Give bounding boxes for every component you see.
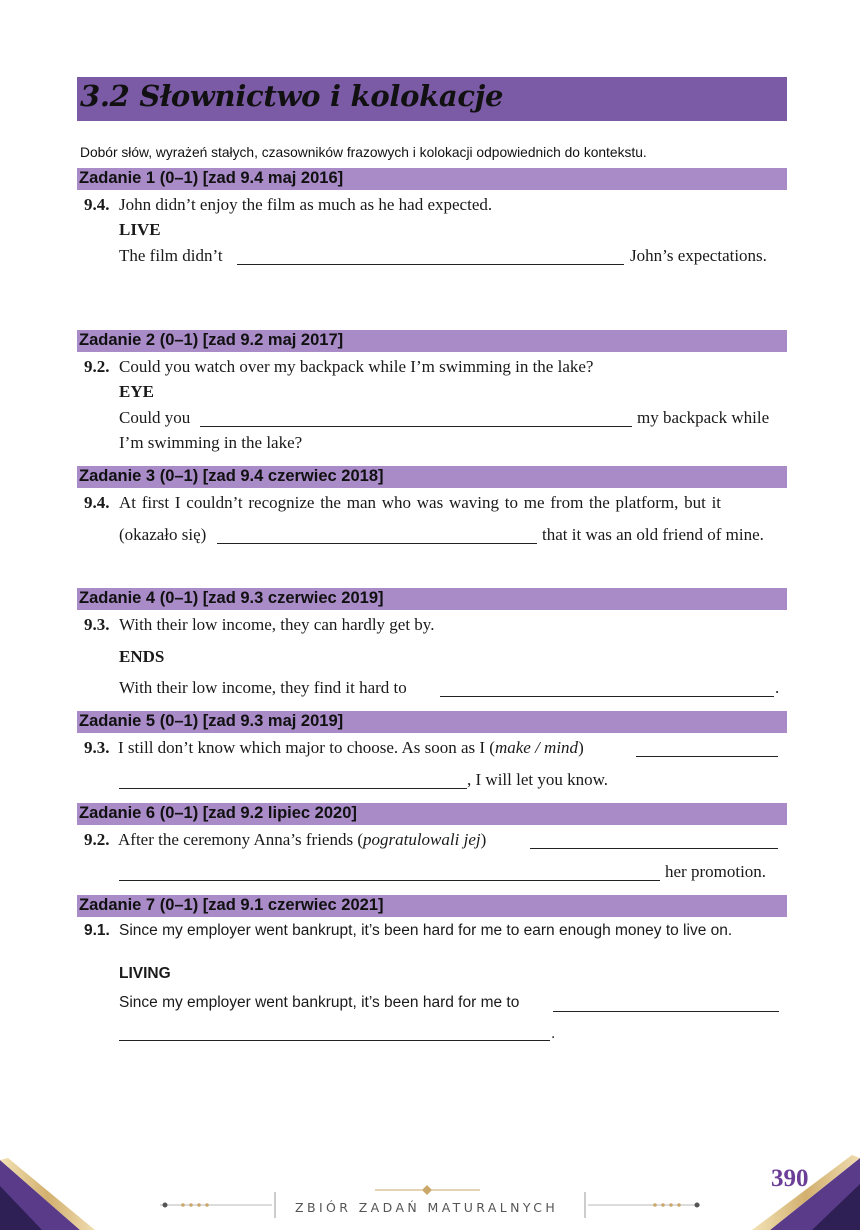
task-7-answer-line-2[interactable] [119,1040,550,1041]
footer-ornament [0,1150,860,1230]
task-2-number: 9.2. [84,357,110,376]
task-3-header-label: Zadanie 3 (0–1) [zad 9.4 czerwiec 2018] [79,467,384,485]
task-1-answer-line[interactable] [237,264,624,265]
intro-text: Dobór słów, wyrażeń stałych, czasowników frazowych i kolokacji odpowiednich do kontekstu. [80,145,647,160]
task-2-keyword: EYE [119,382,154,401]
task-3-before: (okazało się) [119,525,207,544]
task-5-hint: make / mind [494,738,579,757]
task-6-sentence-a: After the ceremony Anna’s friends ( [118,830,363,849]
task-1-after: John’s expectations. [630,246,767,265]
diamond-icon [422,1185,432,1195]
task-2-line2: I’m swimming in the lake? [119,433,303,452]
task-6-answer-line-1[interactable] [530,848,778,849]
task-1-keyword: LIVE [119,220,161,239]
task-5-after: , I will let you know. [467,770,609,789]
task-5-answer-line-1[interactable] [636,756,778,757]
task-2-after: my backpack while [637,408,770,427]
task-4-sentence: With their low income, they can hardly get by. [119,615,435,634]
task-7-before: Since my employer went bankrupt, it’s been hard for me to [119,994,520,1011]
task-7-sentence: Since my employer went bankrupt, it’s been hard for me to earn enough money to live on. [119,922,733,939]
task-5-number: 9.3. [84,738,110,757]
task-3-header [77,466,787,488]
task-3-after: that it was an old friend of mine. [542,525,764,544]
task-7-keyword: LIVING [119,965,171,982]
task-4-keyword: ENDS [119,647,165,666]
section-title-bar [77,77,787,121]
task-7-answer-line-1[interactable] [553,1011,779,1012]
task-1-number: 9.4. [84,195,110,214]
task-2-answer-line[interactable] [200,426,632,427]
task-4-header [77,588,787,610]
task-6-header [77,803,787,825]
task-6-header-label: Zadanie 6 (0–1) [zad 9.2 lipiec 2020] [79,804,357,822]
task-2-header-label: Zadanie 2 (0–1) [zad 9.2 maj 2017] [79,331,344,349]
task-6-sentence [118,830,486,850]
task-2-header [77,330,787,352]
task-6-hint: pogratulowali jej [363,830,481,849]
footer-title: ZBIÓR ZADAŃ MATURALNYCH [295,1200,559,1215]
task-3-answer-line[interactable] [217,543,537,544]
task-2-before: Could you [119,408,191,427]
task-4-before: With their low income, they find it hard to [119,678,407,697]
task-5-header [77,711,787,733]
task-5-sentence-a: I still don’t know which major to choose. As soon as I ( [118,738,495,757]
task-1-before: The film didn’t [119,246,223,265]
task-6-after: her promotion. [665,862,767,881]
task-6-number: 9.2. [84,830,110,849]
task-1-sentence: John didn’t enjoy the film as much as he had expected. [119,195,493,214]
task-6-sentence-b: ) [480,830,487,849]
task-4-answer-line[interactable] [440,696,774,697]
task-5-answer-line-2[interactable] [119,788,467,789]
task-4-number: 9.3. [84,615,110,634]
task-1-header [77,168,787,190]
task-4-header-label: Zadanie 4 (0–1) [zad 9.3 czerwiec 2019] [79,589,384,607]
task-5-sentence-b: ) [578,738,584,757]
task-1-header-label: Zadanie 1 (0–1) [zad 9.4 maj 2016] [79,169,344,187]
section-title: 3.2 Słownictwo i kolokacje [80,79,504,113]
task-3-sentence: At first I couldn’t recognize the man who was waving to me from the platform, but it [119,493,722,512]
task-5-header-label: Zadanie 5 (0–1) [zad 9.3 maj 2019] [79,712,344,730]
page-number: 390 [771,1165,809,1192]
task-7-after: . [551,1025,556,1042]
task-5-sentence [118,738,584,758]
task-6-answer-line-2[interactable] [119,880,660,881]
task-7-number: 9.1. [84,922,110,939]
task-2-sentence: Could you watch over my backpack while I’m swimming in the lake? [119,357,594,376]
task-7-header-label: Zadanie 7 (0–1) [zad 9.1 czerwiec 2021] [79,896,384,914]
task-7-header [77,895,787,917]
task-4-after: . [775,678,780,697]
task-3-number: 9.4. [84,493,110,512]
